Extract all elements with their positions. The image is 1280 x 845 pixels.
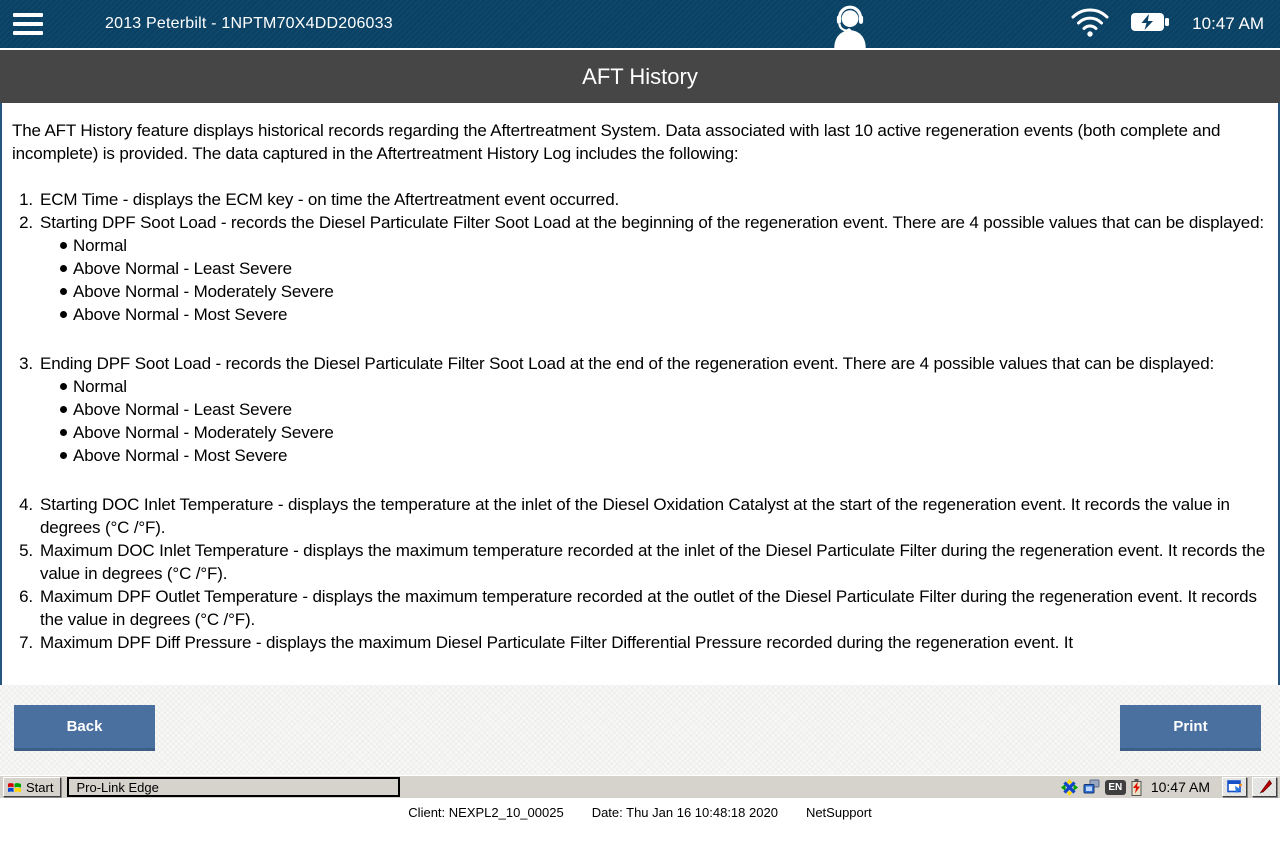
list-item xyxy=(12,539,1268,585)
page-title: AFT History xyxy=(0,50,1280,103)
list-item-number: 3. xyxy=(19,354,33,373)
list-item-number: 1. xyxy=(19,190,33,209)
print-button[interactable]: Print xyxy=(1120,705,1261,751)
list-item xyxy=(12,493,1268,539)
status-line xyxy=(0,798,1280,843)
bullet-list xyxy=(60,234,1268,326)
bullet-item: Normal xyxy=(60,375,1268,398)
list-item-text: Maximum DOC Inlet Temperature - displays the maximum temperature recorded at the inlet of the Diesel Particulate Filter during the regeneration event. It records the value in degrees (°C /°F). xyxy=(40,541,1266,583)
list-item-number: 7. xyxy=(19,633,33,652)
bullet-item: Above Normal - Least Severe xyxy=(60,257,1268,280)
vehicle-title: 2013 Peterbilt - 1NPTM70X4DD206033 xyxy=(105,15,393,32)
list-item-text: Maximum DPF Outlet Temperature - displays the maximum temperature recorded at the outlet of the Diesel Particulate Filter during the regeneration event. It records the value in degrees (°C /°F). xyxy=(40,587,1257,629)
list-item-text: Maximum DPF Diff Pressure - displays the maximum Diesel Particulate Filter Differential Pressure recorded during the regeneration event. It xyxy=(40,633,1073,652)
list-item xyxy=(12,352,1268,467)
start-button[interactable] xyxy=(3,777,61,797)
list-item xyxy=(12,585,1268,631)
intro-paragraph: The AFT History feature displays historical records regarding the Aftertreatment System. Data associated with last 10 active regeneration events (both complete and incomplete) is provided. The data captured in the Aftertreatment History Log includes the following: xyxy=(12,121,1221,163)
bullet-item: Above Normal - Least Severe xyxy=(60,398,1268,421)
bullet-item: Above Normal - Most Severe xyxy=(60,303,1268,326)
list-item-text: Ending DPF Soot Load - records the Diesel Particulate Filter Soot Load at the end of the regeneration event. There are 4 possible values that can be displayed: xyxy=(40,354,1215,373)
list-item xyxy=(12,631,1268,654)
language-badge[interactable]: EN xyxy=(1105,780,1126,795)
back-button[interactable]: Back xyxy=(14,705,155,751)
content-area xyxy=(0,103,1280,685)
list-item-number: 5. xyxy=(19,541,33,560)
list-item xyxy=(12,211,1268,326)
feature-list xyxy=(12,188,1268,654)
top-bar xyxy=(0,0,1280,50)
stylus-pen-icon[interactable] xyxy=(1252,777,1277,797)
battery-charging-icon xyxy=(1130,11,1170,38)
list-item-number: 4. xyxy=(19,495,33,514)
bullet-list xyxy=(60,375,1268,467)
list-item-text: ECM Time - displays the ECM key - on time the Aftertreatment event occurred. xyxy=(40,190,620,209)
taskbar xyxy=(0,775,1280,798)
bullet-item: Above Normal - Moderately Severe xyxy=(60,280,1268,303)
hamburger-menu-icon[interactable] xyxy=(13,13,43,35)
windows-flag-icon xyxy=(7,781,22,794)
list-item-text: Starting DPF Soot Load - records the Diesel Particulate Filter Soot Load at the beginning of the regeneration event. There are 4 possible values that can be displayed: xyxy=(40,213,1264,232)
status-client: Client: NEXPL2_10_00025 xyxy=(408,805,564,820)
topbar-status-cluster xyxy=(1070,7,1264,42)
status-date: Date: Thu Jan 16 10:48:18 2020 xyxy=(591,805,778,820)
netsupport-icon[interactable] xyxy=(1061,779,1078,796)
list-item-text: Starting DOC Inlet Temperature - displays the temperature at the inlet of the Diesel Oxidation Catalyst at the start of the regeneration event. It records the value in degrees (°C /°F). xyxy=(40,495,1230,537)
desktop-switch-icon[interactable] xyxy=(1222,777,1247,797)
topbar-clock: 10:47 AM xyxy=(1192,14,1264,33)
bullet-item: Normal xyxy=(60,234,1268,257)
taskbar-task-prolink-edge[interactable]: Pro-Link Edge xyxy=(67,777,400,797)
support-agent-headset-icon[interactable] xyxy=(830,4,870,53)
list-item xyxy=(12,188,1268,211)
taskbar-clock[interactable]: 10:47 AM xyxy=(1150,779,1210,795)
network-connection-icon[interactable] xyxy=(1083,779,1100,795)
start-label: Start xyxy=(26,779,54,795)
bullet-item: Above Normal - Moderately Severe xyxy=(60,421,1268,444)
list-item-number: 6. xyxy=(19,587,33,606)
wifi-icon xyxy=(1070,7,1110,42)
battery-charging-tray-icon[interactable] xyxy=(1131,779,1142,796)
list-item-number: 2. xyxy=(19,213,33,232)
status-app: NetSupport xyxy=(805,805,872,820)
action-bar xyxy=(0,685,1280,775)
system-tray xyxy=(1061,777,1277,797)
bullet-item: Above Normal - Most Severe xyxy=(60,444,1268,467)
